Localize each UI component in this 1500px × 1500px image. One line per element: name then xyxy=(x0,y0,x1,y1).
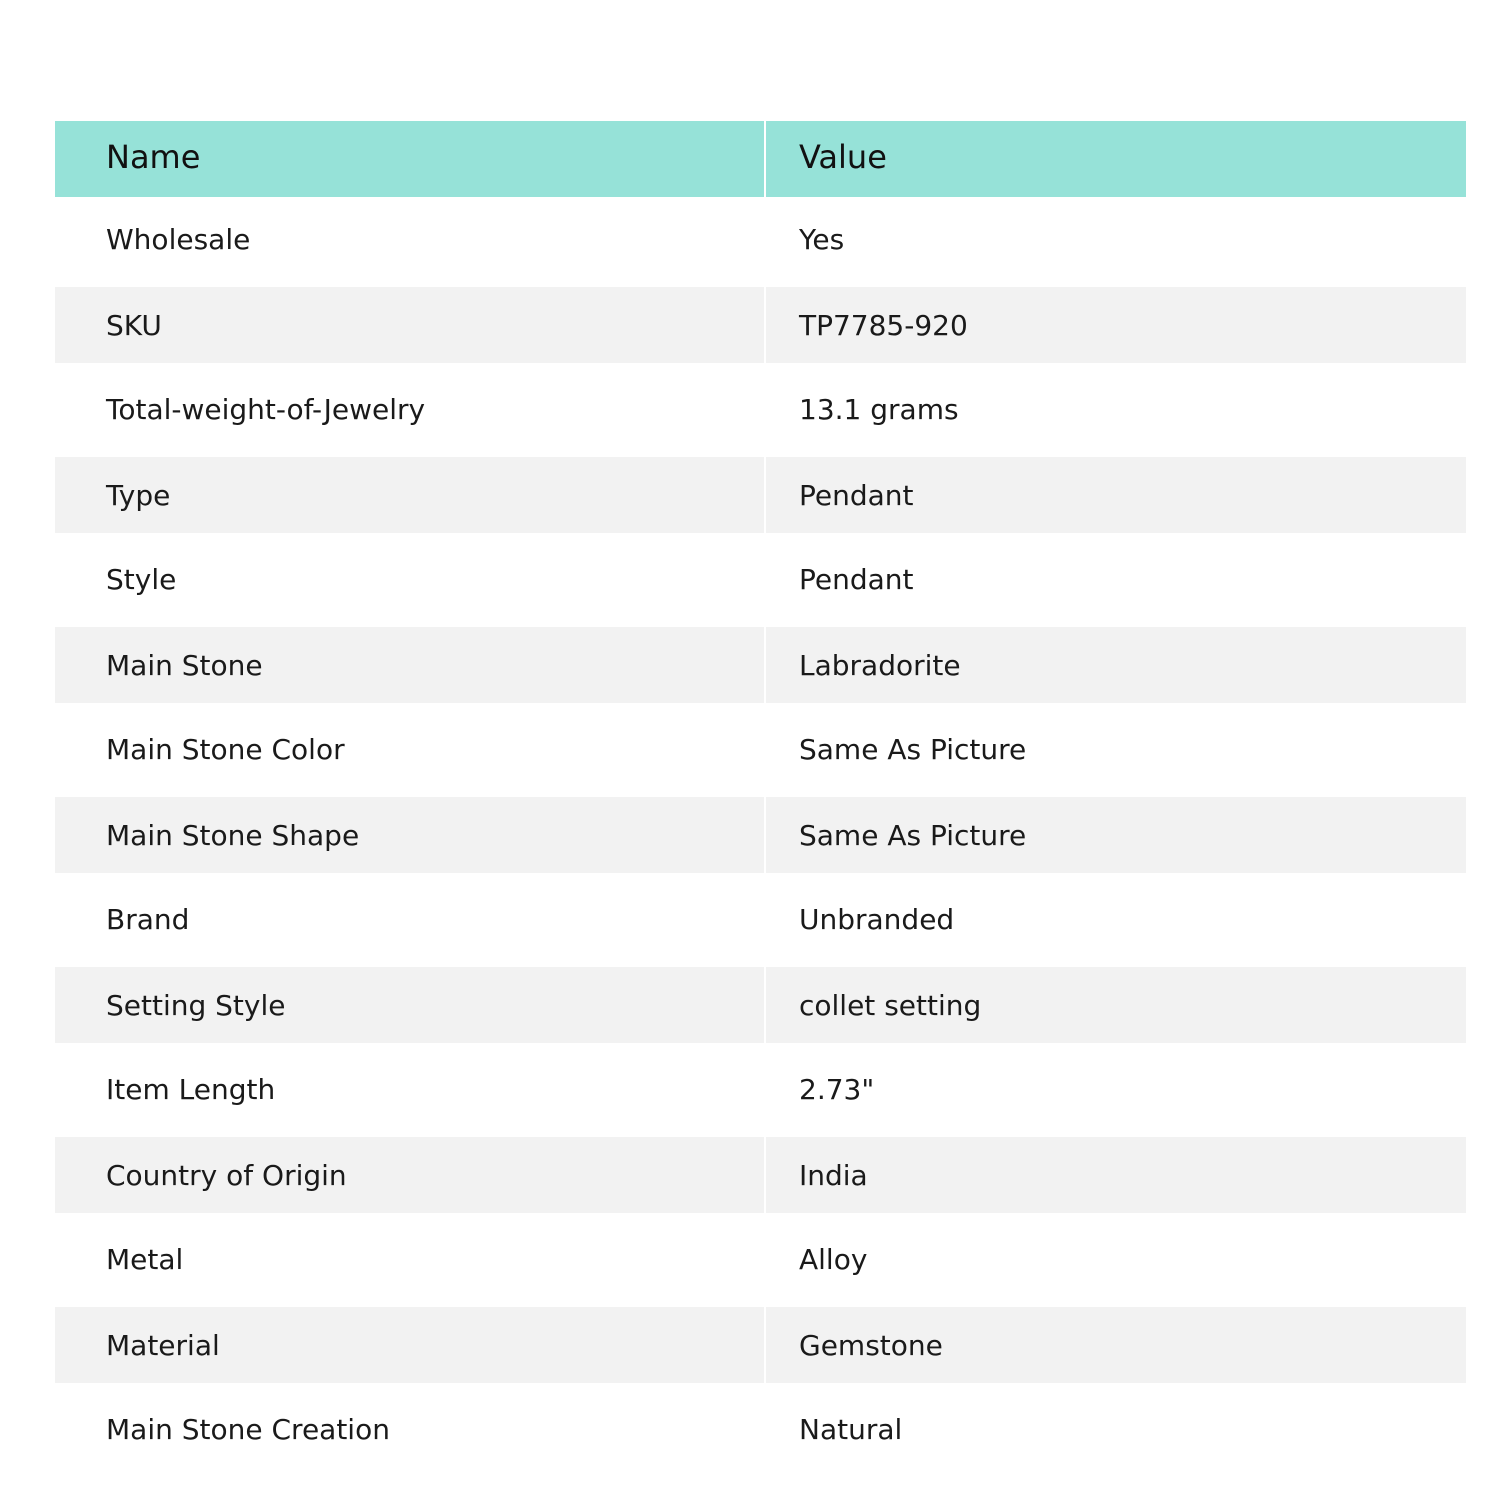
row-name-cell: Item Length xyxy=(55,1047,766,1132)
row-name-cell: Material xyxy=(55,1307,766,1383)
table-row xyxy=(55,367,1466,452)
row-value-cell: TP7785-920 xyxy=(799,308,968,342)
table-row xyxy=(55,797,1466,873)
row-value-cell: Alloy xyxy=(799,1243,868,1276)
row-name-cell: SKU xyxy=(55,287,766,363)
row-value-cell: Gemstone xyxy=(799,1328,943,1362)
row-name-cell: Wholesale xyxy=(55,197,766,282)
row-value-cell: Pendant xyxy=(799,478,914,512)
row-value-cell: Yes xyxy=(799,223,845,256)
table-row xyxy=(55,1307,1466,1383)
table-row xyxy=(55,707,1466,792)
header-name-cell: Name xyxy=(55,121,766,197)
row-name-cell: Main Stone Color xyxy=(55,707,766,792)
row-value-cell: Unbranded xyxy=(799,903,955,936)
table-row xyxy=(55,627,1466,703)
table-row xyxy=(55,197,1466,282)
table-row xyxy=(55,1047,1466,1132)
row-name-cell: Type xyxy=(55,457,766,533)
row-value-cell: 13.1 grams xyxy=(799,393,959,426)
table-row xyxy=(55,537,1466,622)
row-name-cell: Country of Origin xyxy=(55,1137,766,1213)
table-row xyxy=(55,1387,1466,1472)
row-name-cell: Style xyxy=(55,537,766,622)
row-name-cell: Main Stone Shape xyxy=(55,797,766,873)
row-value-cell: India xyxy=(799,1158,868,1192)
header-value-cell: Value xyxy=(799,138,887,176)
row-value-cell: 2.73" xyxy=(799,1073,875,1106)
row-name-cell: Setting Style xyxy=(55,967,766,1043)
row-value-cell: collet setting xyxy=(799,988,982,1022)
row-name-cell: Main Stone xyxy=(55,627,766,703)
spec-table xyxy=(55,121,1466,1472)
table-row xyxy=(55,967,1466,1043)
table-row xyxy=(55,1137,1466,1213)
table-header-row xyxy=(55,121,1466,197)
row-name-cell: Main Stone Creation xyxy=(55,1387,766,1472)
row-value-cell: Pendant xyxy=(799,563,914,596)
table-row xyxy=(55,1217,1466,1302)
table-body xyxy=(55,197,1466,1472)
table-row xyxy=(55,287,1466,363)
row-value-cell: Labradorite xyxy=(799,648,961,682)
row-name-cell: Metal xyxy=(55,1217,766,1302)
row-value-cell: Natural xyxy=(799,1413,903,1446)
row-value-cell: Same As Picture xyxy=(799,818,1027,852)
row-name-cell: Total-weight-of-Jewelry xyxy=(55,367,766,452)
row-value-cell: Same As Picture xyxy=(799,733,1027,766)
row-name-cell: Brand xyxy=(55,877,766,962)
table-row xyxy=(55,877,1466,962)
table-row xyxy=(55,457,1466,533)
